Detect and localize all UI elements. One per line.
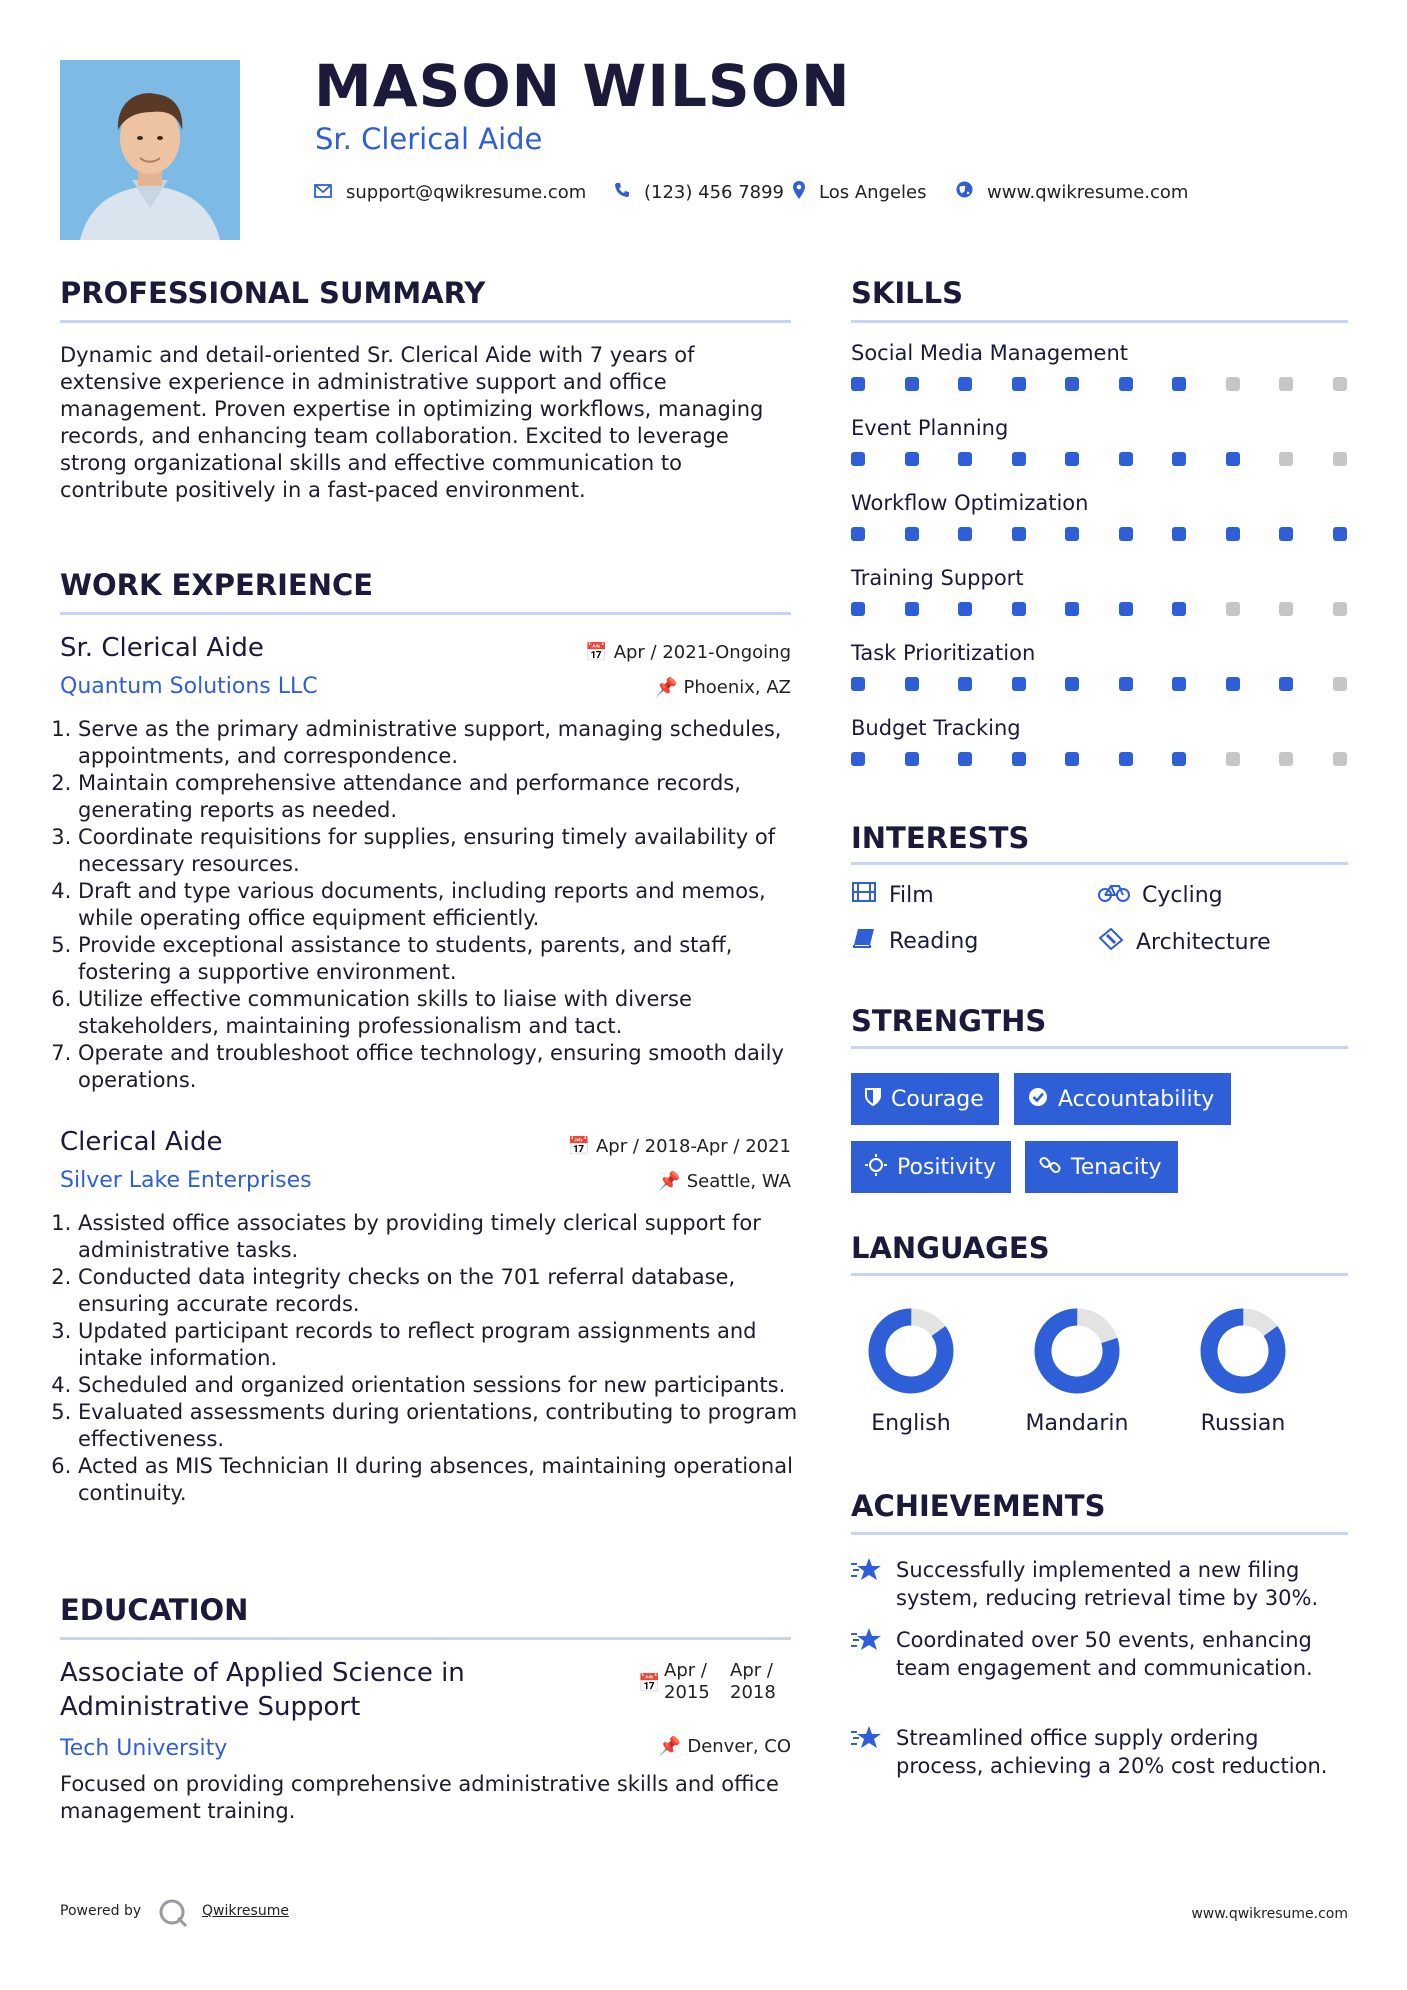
- rating-dot-filled: [1172, 452, 1186, 466]
- skill-row: [851, 641, 1348, 691]
- rating-dot-filled: [1119, 527, 1133, 541]
- rating-dot-filled: [1065, 452, 1079, 466]
- rating-dot-filled: [958, 377, 972, 391]
- rating-dot-filled: [958, 527, 972, 541]
- list-item: 3. Coordinate requisitions for supplies, ensuring timely availability of necessary resources.: [78, 824, 813, 878]
- list-item: 5. Evaluated assessments during orientations, contributing to program effectiveness.: [78, 1399, 813, 1453]
- ruler-pencil-icon: [1098, 928, 1124, 956]
- interest-item: [1098, 882, 1223, 908]
- job-location: [655, 677, 791, 698]
- contact-phone[interactable]: [614, 180, 784, 204]
- rating-dot-empty: [1333, 677, 1347, 691]
- rating-dot-filled: [1333, 527, 1347, 541]
- language-item: [1007, 1305, 1147, 1436]
- map-pin-icon: [793, 181, 805, 204]
- education-end-year: 2018: [730, 1682, 776, 1703]
- skill-name: Budget Tracking: [851, 716, 1021, 740]
- interest-label: Cycling: [1142, 882, 1223, 908]
- rating-dot-filled: [1226, 527, 1240, 541]
- skill-name: Event Planning: [851, 416, 1009, 440]
- rating-dot-filled: [1012, 752, 1026, 766]
- degree-title-line1: Associate of Applied Science in: [60, 1658, 465, 1688]
- rating-dot-filled: [1279, 527, 1293, 541]
- interest-label: Reading: [889, 928, 979, 954]
- skill-name: Social Media Management: [851, 341, 1129, 365]
- skill-name: Training Support: [851, 566, 1024, 590]
- ring-fill: [1196, 1305, 1291, 1395]
- pushpin-icon: 📌: [658, 1736, 682, 1757]
- contact-email[interactable]: [314, 180, 586, 204]
- strengths-heading: STRENGTHS: [851, 1004, 1047, 1038]
- rating-dot-empty: [1279, 602, 1293, 616]
- link-icon: [1039, 1154, 1061, 1181]
- rating-dot-filled: [958, 677, 972, 691]
- rating-dot-empty: [1279, 752, 1293, 766]
- list-item: 5. Provide exceptional assistance to students, parents, and staff, fostering a supportive environment.: [78, 932, 813, 986]
- list-item: 6. Acted as MIS Technician II during absences, maintaining operational continuity.: [78, 1453, 813, 1507]
- bicycle-icon: [1098, 882, 1130, 908]
- candidate-title: Sr. Clerical Aide: [315, 122, 543, 156]
- language-label: English: [871, 1411, 951, 1436]
- education-start: [664, 1660, 710, 1704]
- rating-dot-filled: [905, 677, 919, 691]
- skill-rating: [851, 752, 1347, 766]
- strength-tag: [1025, 1141, 1178, 1193]
- list-item: 4. Scheduled and organized orientation sessions for new participants.: [78, 1372, 813, 1399]
- strength-label: Accountability: [1058, 1086, 1215, 1112]
- education-start-month: Apr /: [664, 1660, 707, 1681]
- calendar-icon: 📅: [567, 1136, 590, 1157]
- interest-item: [851, 928, 978, 954]
- rating-dot-empty: [1226, 602, 1240, 616]
- skill-rating: [851, 527, 1347, 541]
- interest-label: Architecture: [1136, 929, 1271, 955]
- rating-dot-filled: [851, 527, 865, 541]
- rating-dot-filled: [958, 452, 972, 466]
- rating-dot-filled: [905, 377, 919, 391]
- footer-url[interactable]: www.qwikresume.com: [1191, 1906, 1348, 1922]
- envelope-icon: [314, 182, 332, 203]
- education-location-text: Denver, CO: [687, 1736, 791, 1757]
- rating-dot-empty: [1333, 752, 1347, 766]
- rating-dot-filled: [958, 602, 972, 616]
- rating-dot-filled: [1172, 602, 1186, 616]
- rating-dot-empty: [1226, 752, 1240, 766]
- rating-dot-filled: [1012, 677, 1026, 691]
- contact-location: [793, 180, 927, 204]
- strengths-divider: [851, 1046, 1348, 1049]
- summary-heading: PROFESSIONAL SUMMARY: [60, 276, 486, 310]
- job-title: Clerical Aide: [60, 1127, 223, 1157]
- rating-dot-filled: [1119, 377, 1133, 391]
- powered-by-label: Powered by: [60, 1903, 142, 1919]
- education-end: [730, 1660, 776, 1704]
- rating-dot-filled: [905, 527, 919, 541]
- skills-heading: SKILLS: [851, 276, 963, 310]
- job-title: Sr. Clerical Aide: [60, 633, 264, 663]
- rating-dot-filled: [851, 752, 865, 766]
- film-icon: [851, 882, 877, 908]
- check-circle-icon: [1028, 1087, 1048, 1112]
- rating-dot-filled: [1012, 377, 1026, 391]
- rating-dot-filled: [1012, 452, 1026, 466]
- language-item: [1173, 1305, 1313, 1436]
- education-start-year: 2015: [664, 1682, 710, 1703]
- shield-icon: [865, 1087, 881, 1111]
- rating-dot-filled: [1226, 677, 1240, 691]
- skill-row: [851, 341, 1348, 391]
- rating-dot-filled: [1172, 377, 1186, 391]
- job-dates-text: Apr / 2018-Apr / 2021: [595, 1136, 791, 1157]
- website-text: www.qwikresume.com: [987, 181, 1189, 203]
- skill-row: [851, 566, 1348, 616]
- language-label: Russian: [1200, 1411, 1286, 1436]
- education-end-month: Apr /: [730, 1660, 773, 1681]
- skill-row: [851, 491, 1348, 541]
- degree-title-line2: Administrative Support: [60, 1692, 361, 1722]
- strength-tag: [1014, 1073, 1231, 1125]
- rating-dot-filled: [1279, 677, 1293, 691]
- achievement-text: Coordinated over 50 events, enhancing team engagement and communication.: [896, 1628, 1313, 1680]
- education-heading: EDUCATION: [60, 1593, 249, 1627]
- experience-heading: WORK EXPERIENCE: [60, 568, 374, 602]
- list-item: 4. Draft and type various documents, including reports and memos, while operating office equipment efficiently.: [78, 878, 813, 932]
- rating-dot-empty: [1226, 377, 1240, 391]
- pushpin-icon: 📌: [658, 1171, 681, 1192]
- interests-divider: [851, 862, 1348, 865]
- rating-dot-filled: [1065, 377, 1079, 391]
- duty-list: [60, 1210, 813, 1507]
- strength-label: Positivity: [897, 1154, 997, 1180]
- strength-tag: [851, 1073, 999, 1125]
- rating-dot-filled: [1172, 527, 1186, 541]
- interest-item: [1098, 928, 1271, 956]
- rating-dot-filled: [1065, 677, 1079, 691]
- rating-dot-filled: [1119, 452, 1133, 466]
- rating-dot-filled: [958, 752, 972, 766]
- summary-text: Dynamic and detail-oriented Sr. Clerical Aide with 7 years of extensive experience in administrative support and office management. Proven expertise in optimizing workflows, managing records, and enhancing team collaboration. Excited to leverage strong organizational skills and effective communication to contribute positively in a fast-paced environment.: [60, 343, 764, 502]
- interest-label: Film: [889, 882, 934, 908]
- ring-fill: [864, 1305, 959, 1395]
- summary-divider: [60, 320, 791, 323]
- calendar-icon: 📅: [638, 1673, 661, 1694]
- experience-divider: [60, 612, 791, 615]
- rating-dot-filled: [1172, 677, 1186, 691]
- interests-heading: INTERESTS: [851, 821, 1030, 855]
- calendar-icon: 📅: [585, 642, 608, 663]
- job-location-text: Phoenix, AZ: [683, 677, 791, 698]
- skill-rating: [851, 452, 1347, 466]
- globe-icon: [956, 181, 973, 203]
- skill-name: Workflow Optimization: [851, 491, 1089, 515]
- job-dates: [568, 1136, 791, 1157]
- email-text: support@qwikresume.com: [346, 181, 587, 203]
- list-item: 1. Assisted office associates by providing timely clerical support for administrative tasks.: [78, 1210, 813, 1264]
- language-item: [841, 1305, 981, 1436]
- rating-dot-filled: [1119, 677, 1133, 691]
- strength-label: Tenacity: [1071, 1154, 1162, 1180]
- list-item: 3. Updated participant records to reflect program assignments and intake information.: [78, 1318, 813, 1372]
- star-icon: [851, 1626, 883, 1660]
- skill-name: Task Prioritization: [851, 641, 1036, 665]
- school-name: Tech University: [60, 1736, 228, 1761]
- duty-list: [60, 716, 813, 1094]
- rating-dot-filled: [851, 677, 865, 691]
- achievement-text: Successfully implemented a new filing system, reducing retrieval time by 30%.: [896, 1558, 1319, 1610]
- language-ring: [841, 1305, 981, 1395]
- rating-dot-empty: [1333, 452, 1347, 466]
- rating-dot-filled: [1065, 602, 1079, 616]
- list-item: 2. Conducted data integrity checks on the 701 referral database, ensuring accurate records.: [78, 1264, 813, 1318]
- achievements-divider: [851, 1532, 1348, 1535]
- rating-dot-filled: [1012, 527, 1026, 541]
- book-icon: [851, 928, 877, 954]
- list-item: 1. Serve as the primary administrative support, managing schedules, appointments, and correspondence.: [78, 716, 813, 770]
- job-location-text: Seattle, WA: [686, 1171, 791, 1192]
- phone-icon: [614, 182, 630, 203]
- skill-rating: [851, 677, 1347, 691]
- skill-row: [851, 416, 1348, 466]
- profile-photo: [60, 60, 240, 240]
- rating-dot-filled: [1119, 602, 1133, 616]
- rating-dot-filled: [851, 452, 865, 466]
- skill-rating: [851, 377, 1347, 391]
- pushpin-icon: 📌: [655, 677, 678, 698]
- rating-dot-filled: [1065, 752, 1079, 766]
- achievement-text: Streamlined office supply ordering process, achieving a 20% cost reduction.: [896, 1726, 1328, 1778]
- list-item: 7. Operate and troubleshoot office technology, ensuring smooth daily operations.: [78, 1040, 813, 1094]
- education-location: [659, 1736, 791, 1757]
- location-text: Los Angeles: [819, 181, 927, 203]
- skill-rating: [851, 602, 1347, 616]
- company-name: Quantum Solutions LLC: [60, 674, 318, 699]
- skills-divider: [851, 320, 1348, 323]
- contact-website[interactable]: [956, 180, 1188, 204]
- rating-dot-empty: [1333, 377, 1347, 391]
- education-description: Focused on providing comprehensive administrative skills and office management training.: [60, 1772, 779, 1823]
- strength-tag: [851, 1141, 1011, 1193]
- rating-dot-filled: [905, 602, 919, 616]
- education-divider: [60, 1637, 791, 1640]
- languages-divider: [851, 1273, 1348, 1276]
- rating-dot-filled: [1172, 752, 1186, 766]
- star-icon: [851, 1556, 883, 1590]
- sun-icon: [865, 1154, 887, 1181]
- strength-label: Courage: [891, 1086, 984, 1112]
- skill-row: [851, 716, 1348, 766]
- phone-text: (123) 456 7899: [644, 181, 785, 203]
- rating-dot-empty: [1279, 377, 1293, 391]
- rating-dot-filled: [1065, 527, 1079, 541]
- star-icon: [851, 1724, 883, 1758]
- rating-dot-filled: [1119, 752, 1133, 766]
- qwikresume-logo-icon: [158, 1898, 188, 1932]
- interest-item: [851, 882, 934, 908]
- job-dates: [585, 642, 791, 663]
- list-item: 6. Utilize effective communication skills to liaise with diverse stakeholders, maintaining professionalism and tact.: [78, 986, 813, 1040]
- rating-dot-filled: [1226, 452, 1240, 466]
- rating-dot-filled: [905, 452, 919, 466]
- language-ring: [1173, 1305, 1313, 1395]
- languages-list: [841, 1305, 1351, 1445]
- languages-heading: LANGUAGES: [851, 1231, 1050, 1265]
- rating-dot-filled: [905, 752, 919, 766]
- rating-dot-empty: [1333, 602, 1347, 616]
- job-location: [658, 1171, 791, 1192]
- candidate-name: MASON WILSON: [314, 52, 851, 120]
- job-dates-text: Apr / 2021-Ongoing: [613, 642, 791, 663]
- rating-dot-filled: [851, 602, 865, 616]
- language-ring: [1007, 1305, 1147, 1395]
- rating-dot-filled: [851, 377, 865, 391]
- language-label: Mandarin: [1025, 1411, 1129, 1436]
- list-item: 2. Maintain comprehensive attendance and performance records, generating reports as needed.: [78, 770, 813, 824]
- achievements-heading: ACHIEVEMENTS: [851, 1489, 1106, 1523]
- rating-dot-filled: [1012, 602, 1026, 616]
- qwikresume-link[interactable]: Qwikresume: [202, 1903, 289, 1919]
- company-name: Silver Lake Enterprises: [60, 1168, 312, 1193]
- rating-dot-empty: [1279, 452, 1293, 466]
